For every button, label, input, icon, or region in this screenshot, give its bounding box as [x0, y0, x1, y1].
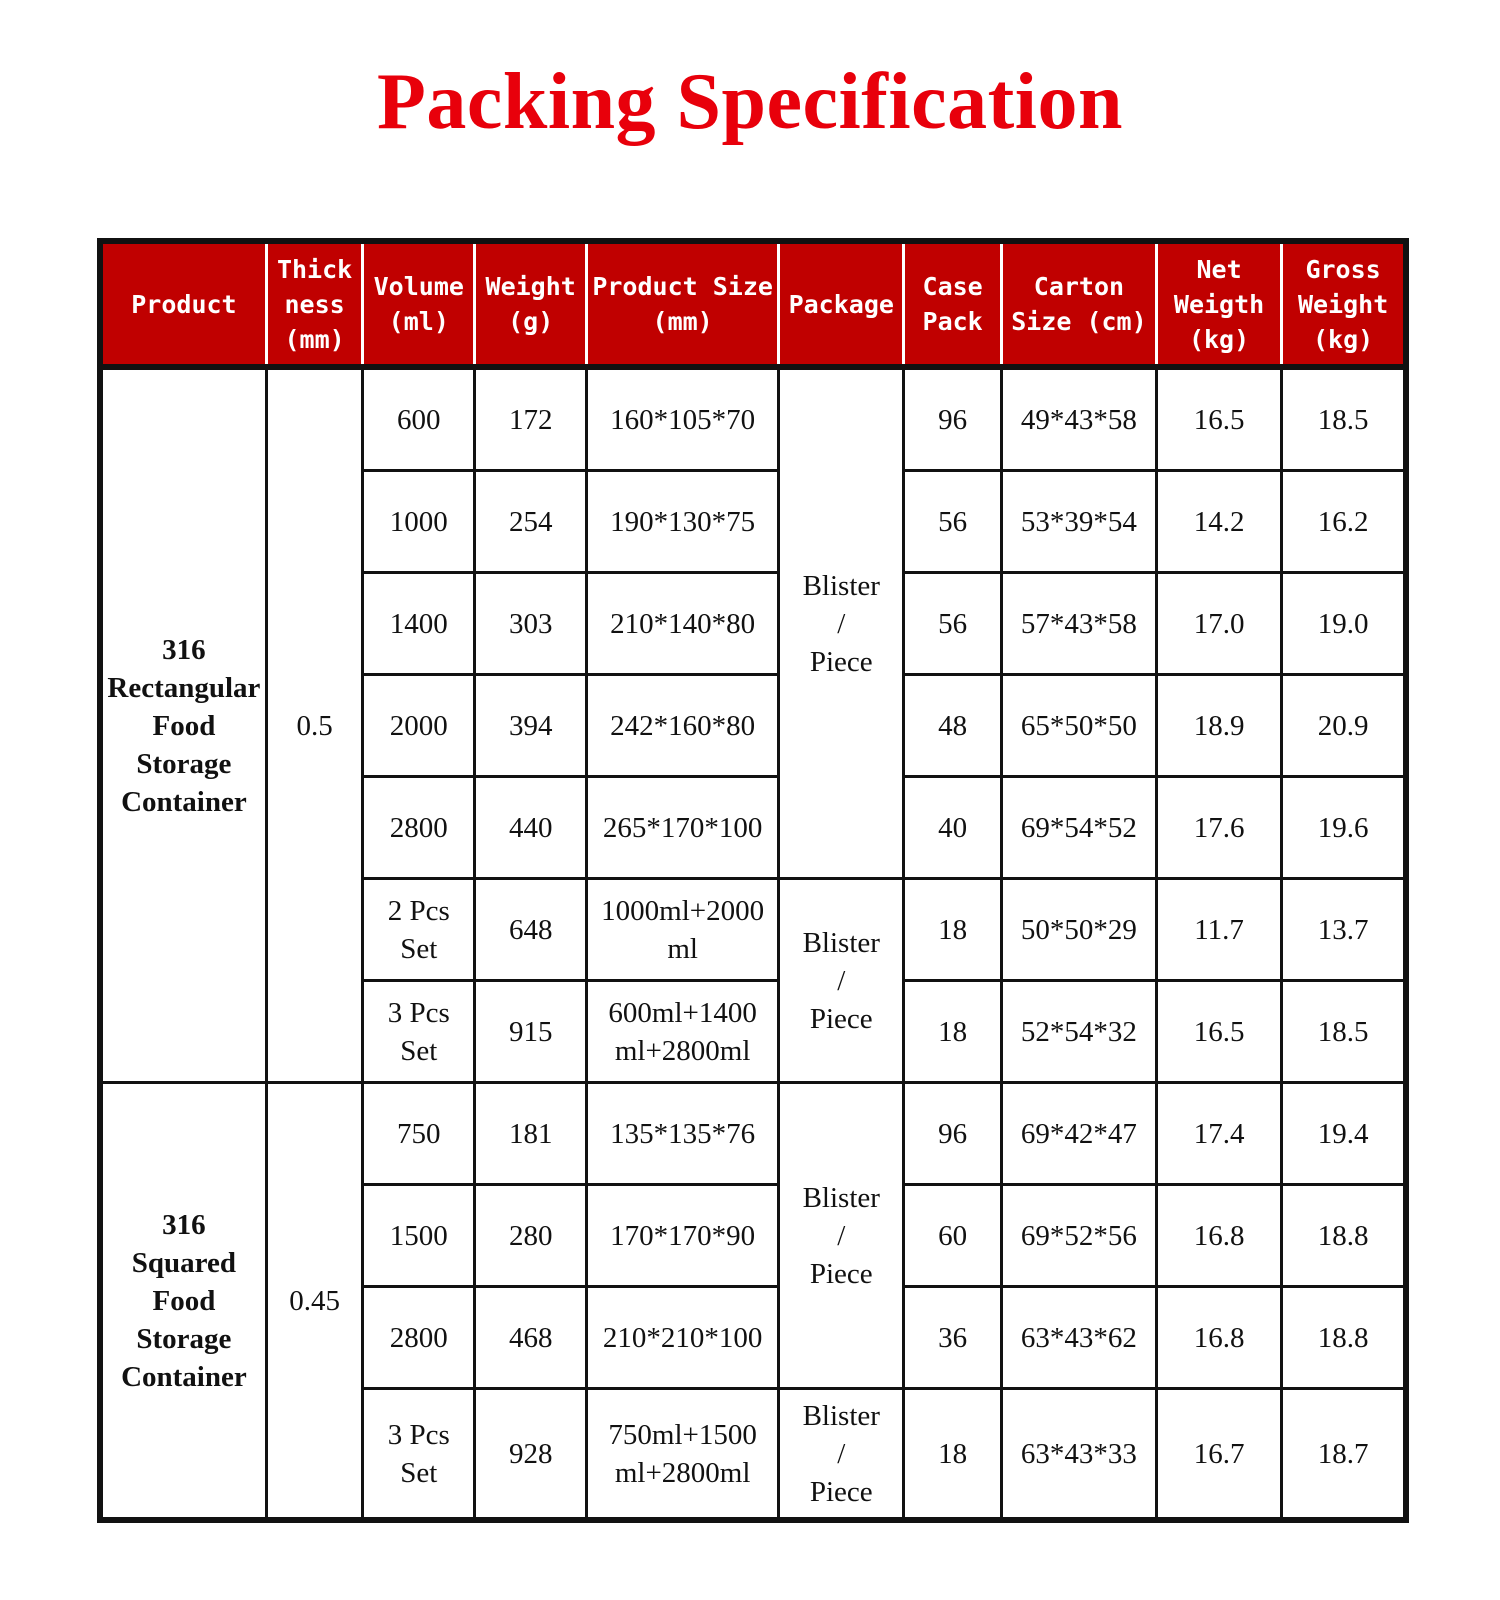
page-title: Packing Specification [376, 58, 1124, 146]
net-weight-cell: 17.6 [1156, 777, 1281, 879]
header-weight: Weight (g) [475, 241, 587, 367]
carton-size-cell: 52*54*32 [1001, 981, 1156, 1083]
net-weight-cell: 16.7 [1156, 1389, 1281, 1521]
carton-size-cell: 63*43*33 [1001, 1389, 1156, 1521]
thickness-cell: 0.45 [266, 1083, 363, 1521]
thickness-cell: 0.5 [266, 367, 363, 1083]
product-name-cell: 316 Rectangular Food Storage Container [100, 367, 266, 1083]
table-row [100, 1083, 1406, 1185]
case-pack-cell: 56 [904, 471, 1002, 573]
carton-size-cell: 69*42*47 [1001, 1083, 1156, 1185]
carton-size-cell: 65*50*50 [1001, 675, 1156, 777]
case-pack-cell: 18 [904, 981, 1002, 1083]
net-weight-cell: 16.5 [1156, 367, 1281, 471]
case-pack-cell: 18 [904, 879, 1002, 981]
package-cell: Blister / Piece [779, 367, 904, 879]
product-size-cell: 750ml+1500 ml+2800ml [587, 1389, 779, 1521]
volume-cell: 2000 [363, 675, 475, 777]
weight-cell: 440 [475, 777, 587, 879]
product-size-cell: 265*170*100 [587, 777, 779, 879]
package-cell: Blister / Piece [779, 879, 904, 1083]
weight-cell: 181 [475, 1083, 587, 1185]
gross-weight-cell: 19.4 [1282, 1083, 1406, 1185]
case-pack-cell: 56 [904, 573, 1002, 675]
volume-cell: 750 [363, 1083, 475, 1185]
weight-cell: 280 [475, 1185, 587, 1287]
package-cell: Blister / Piece [779, 1389, 904, 1521]
carton-size-cell: 63*43*62 [1001, 1287, 1156, 1389]
carton-size-cell: 49*43*58 [1001, 367, 1156, 471]
volume-cell: 3 Pcs Set [363, 1389, 475, 1521]
case-pack-cell: 96 [904, 367, 1002, 471]
net-weight-cell: 16.8 [1156, 1287, 1281, 1389]
header-case-pack: Case Pack [904, 241, 1002, 367]
volume-cell: 1000 [363, 471, 475, 573]
product-size-cell: 170*170*90 [587, 1185, 779, 1287]
header-package: Package [779, 241, 904, 367]
product-size-cell: 1000ml+2000 ml [587, 879, 779, 981]
weight-cell: 172 [475, 367, 587, 471]
gross-weight-cell: 18.5 [1282, 367, 1406, 471]
gross-weight-cell: 18.8 [1282, 1287, 1406, 1389]
header-carton-size: Carton Size (cm) [1001, 241, 1156, 367]
gross-weight-cell: 18.8 [1282, 1185, 1406, 1287]
header-product: Product [100, 241, 266, 367]
volume-cell: 600 [363, 367, 475, 471]
packing-spec-table [97, 238, 1409, 1523]
gross-weight-cell: 18.5 [1282, 981, 1406, 1083]
case-pack-cell: 60 [904, 1185, 1002, 1287]
carton-size-cell: 50*50*29 [1001, 879, 1156, 981]
carton-size-cell: 69*52*56 [1001, 1185, 1156, 1287]
gross-weight-cell: 20.9 [1282, 675, 1406, 777]
net-weight-cell: 17.0 [1156, 573, 1281, 675]
weight-cell: 303 [475, 573, 587, 675]
product-size-cell: 242*160*80 [587, 675, 779, 777]
product-name-cell: 316 Squared Food Storage Container [100, 1083, 266, 1521]
weight-cell: 394 [475, 675, 587, 777]
volume-cell: 2800 [363, 777, 475, 879]
header-net-weight: Net Weigth (kg) [1156, 241, 1281, 367]
net-weight-cell: 14.2 [1156, 471, 1281, 573]
weight-cell: 915 [475, 981, 587, 1083]
gross-weight-cell: 19.0 [1282, 573, 1406, 675]
volume-cell: 2 Pcs Set [363, 879, 475, 981]
volume-cell: 3 Pcs Set [363, 981, 475, 1083]
package-cell: Blister / Piece [779, 1083, 904, 1389]
net-weight-cell: 17.4 [1156, 1083, 1281, 1185]
net-weight-cell: 11.7 [1156, 879, 1281, 981]
volume-cell: 1500 [363, 1185, 475, 1287]
case-pack-cell: 18 [904, 1389, 1002, 1521]
net-weight-cell: 16.5 [1156, 981, 1281, 1083]
product-size-cell: 210*140*80 [587, 573, 779, 675]
case-pack-cell: 96 [904, 1083, 1002, 1185]
header-thickness: Thick ness (mm) [266, 241, 363, 367]
product-size-cell: 160*105*70 [587, 367, 779, 471]
carton-size-cell: 69*54*52 [1001, 777, 1156, 879]
weight-cell: 928 [475, 1389, 587, 1521]
gross-weight-cell: 13.7 [1282, 879, 1406, 981]
volume-cell: 1400 [363, 573, 475, 675]
net-weight-cell: 16.8 [1156, 1185, 1281, 1287]
weight-cell: 648 [475, 879, 587, 981]
product-size-cell: 210*210*100 [587, 1287, 779, 1389]
gross-weight-cell: 19.6 [1282, 777, 1406, 879]
weight-cell: 468 [475, 1287, 587, 1389]
product-size-cell: 135*135*76 [587, 1083, 779, 1185]
table-header-row [100, 241, 1406, 367]
volume-cell: 2800 [363, 1287, 475, 1389]
header-volume: Volume (ml) [363, 241, 475, 367]
case-pack-cell: 40 [904, 777, 1002, 879]
header-gross-weight: Gross Weight (kg) [1282, 241, 1406, 367]
table-row [100, 367, 1406, 471]
product-size-cell: 600ml+1400 ml+2800ml [587, 981, 779, 1083]
product-size-cell: 190*130*75 [587, 471, 779, 573]
case-pack-cell: 48 [904, 675, 1002, 777]
header-product-size: Product Size (mm) [587, 241, 779, 367]
gross-weight-cell: 16.2 [1282, 471, 1406, 573]
case-pack-cell: 36 [904, 1287, 1002, 1389]
net-weight-cell: 18.9 [1156, 675, 1281, 777]
gross-weight-cell: 18.7 [1282, 1389, 1406, 1521]
carton-size-cell: 57*43*58 [1001, 573, 1156, 675]
carton-size-cell: 53*39*54 [1001, 471, 1156, 573]
weight-cell: 254 [475, 471, 587, 573]
